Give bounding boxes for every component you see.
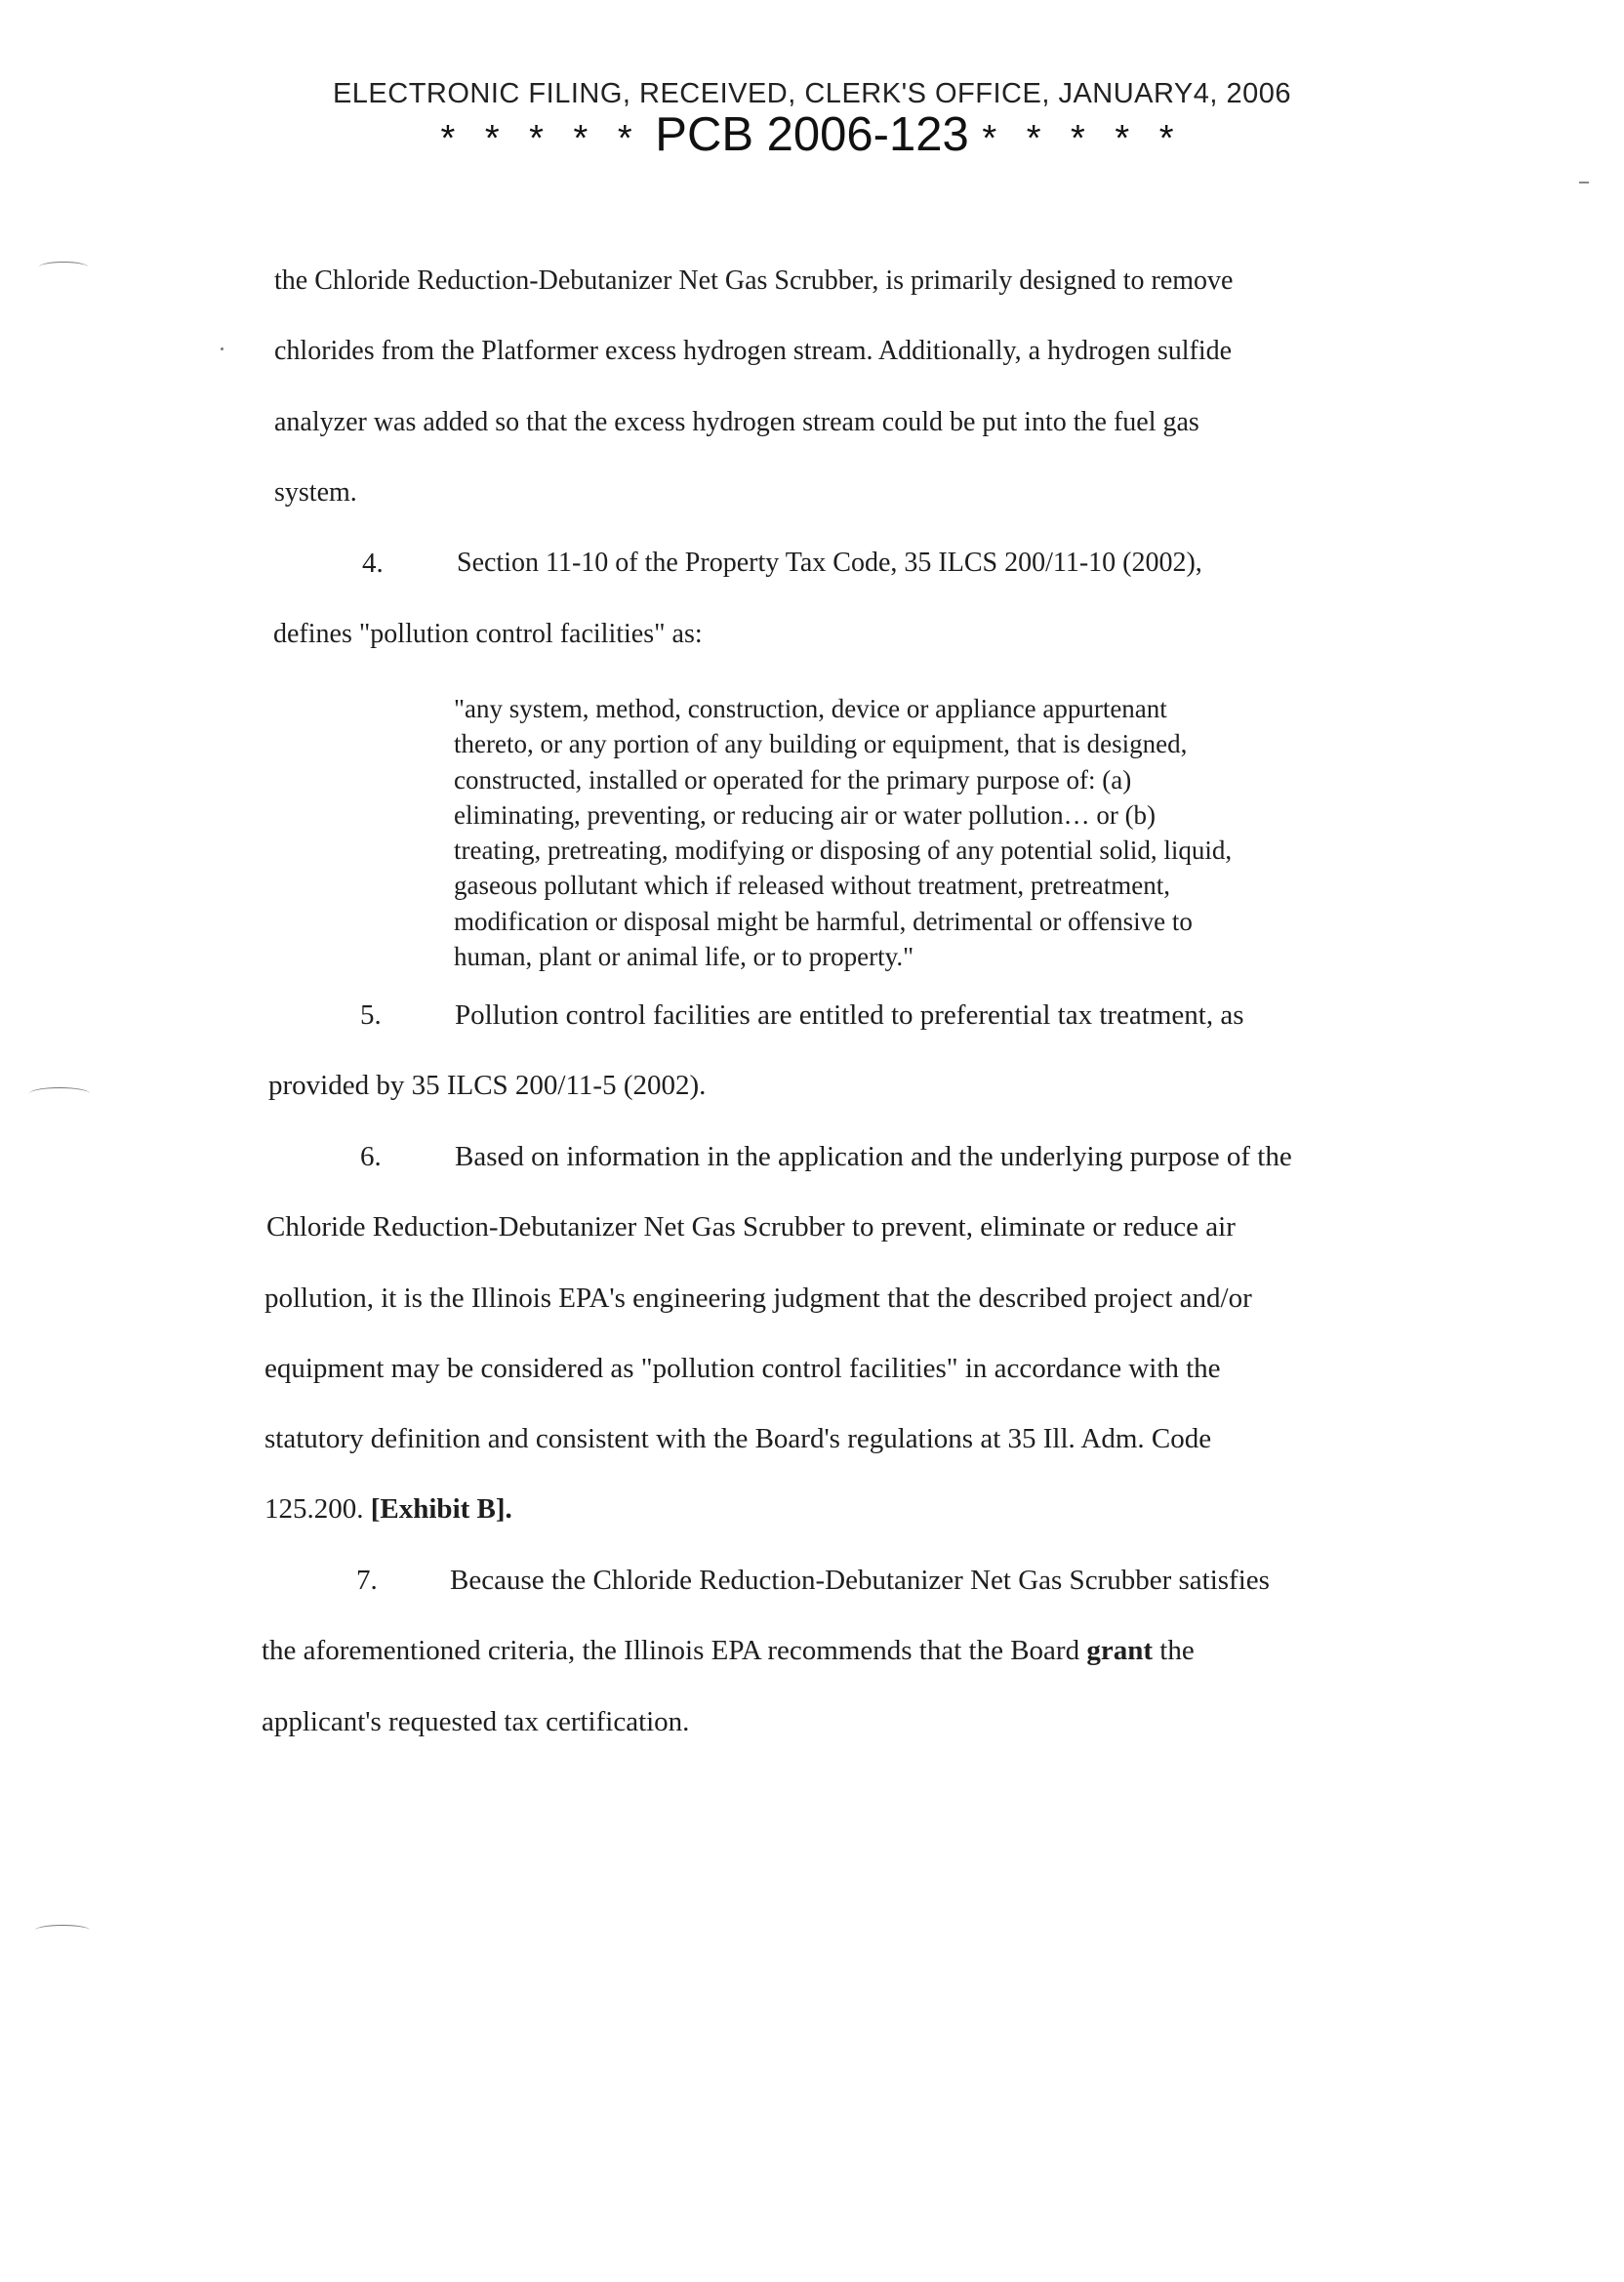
quote-line: human, plant or animal life, or to property." <box>454 942 914 972</box>
paragraph-4-line-1: Section 11-10 of the Property Tax Code, 35 ILCS 200/11-10 (2002), <box>457 548 1202 578</box>
pcb-case-number: PCB 2006-123 <box>655 108 969 161</box>
paragraph-7-number: 7. <box>356 1565 378 1596</box>
paragraph-7-line-1: Because the Chloride Reduction-Debutanizer Net Gas Scrubber satisfies <box>450 1565 1270 1596</box>
intro-line-3: analyzer was added so that the excess hydrogen stream could be put into the fuel gas <box>274 407 1199 437</box>
paragraph-6-line-2: Chloride Reduction-Debutanizer Net Gas Scrubber to prevent, eliminate or reduce air <box>266 1211 1236 1243</box>
exhibit-reference: [Exhibit B]. <box>370 1493 512 1525</box>
quote-line: gaseous pollutant which if released without treatment, pretreatment, <box>454 871 1171 901</box>
paragraph-6-line-3: pollution, it is the Illinois EPA's engineering judgment that the described project and/or <box>264 1283 1252 1314</box>
paragraph-4-number: 4. <box>362 548 384 579</box>
paragraph-6-line-1: Based on information in the application and the underlying purpose of the <box>455 1141 1292 1172</box>
paragraph-6-line-4: equipment may be considered as "pollution control facilities" in accordance with the <box>264 1353 1221 1384</box>
filing-stamp-text: ELECTRONIC FILING, RECEIVED, CLERK'S OFFICE, JANUARY4, 2006 <box>332 78 1292 109</box>
paragraph-6-line-5: statutory definition and consistent with the Board's regulations at 35 Ill. Adm. Code <box>264 1423 1212 1454</box>
quote-line: modification or disposal might be harmful, detrimental or offensive to <box>454 906 1193 936</box>
recommendation-suffix: the <box>1153 1635 1195 1666</box>
quote-line: thereto, or any portion of any building or equipment, that is designed, <box>454 729 1188 759</box>
paragraph-6-line-6 <box>264 1493 512 1526</box>
recommendation-grant: grant <box>1086 1635 1154 1666</box>
intro-line-4: system. <box>274 477 357 508</box>
paragraph-6-number: 6. <box>360 1141 382 1172</box>
quote-line: treating, pretreating, modifying or disposing of any potential solid, liquid, <box>454 835 1233 866</box>
paragraph-5-number: 5. <box>360 999 382 1031</box>
scan-artifact-mark <box>39 262 88 272</box>
paragraph-5-line-1: Pollution control facilities are entitled to preferential tax treatment, as <box>455 999 1244 1031</box>
quote-line: "any system, method, construction, device or appliance appurtenant <box>454 694 1167 723</box>
recommendation-prefix: the aforementioned criteria, the Illinois EPA recommends that the Board <box>262 1635 1087 1666</box>
paragraph-7-line-2 <box>262 1635 1195 1667</box>
definition-quote <box>454 691 1391 974</box>
scan-artifact-dot <box>221 347 223 350</box>
intro-line-2: chlorides from the Platformer excess hydrogen stream. Additionally, a hydrogen sulfide <box>274 336 1233 366</box>
intro-line-1: the Chloride Reduction-Debutanizer Net Gas Scrubber, is primarily designed to remove <box>274 265 1234 296</box>
scan-artifact-mark <box>35 1925 90 1936</box>
paragraph-4-line-2: defines "pollution control facilities" as: <box>273 619 703 649</box>
code-section: 125.200. <box>264 1493 371 1525</box>
paragraph-7-line-3: applicant's requested tax certification. <box>262 1706 690 1737</box>
scan-artifact-dash <box>1579 182 1589 183</box>
scan-artifact-mark <box>29 1087 90 1100</box>
stars-left: * * * * * <box>440 118 642 159</box>
paragraph-5-line-2: provided by 35 ILCS 200/11-5 (2002). <box>268 1070 707 1101</box>
pcb-case-number-line <box>0 109 1624 162</box>
quote-line: eliminating, preventing, or reducing air or water pollution… or (b) <box>454 799 1157 830</box>
quote-line: constructed, installed or operated for the primary purpose of: (a) <box>454 764 1132 795</box>
stars-right: * * * * * <box>982 118 1184 159</box>
